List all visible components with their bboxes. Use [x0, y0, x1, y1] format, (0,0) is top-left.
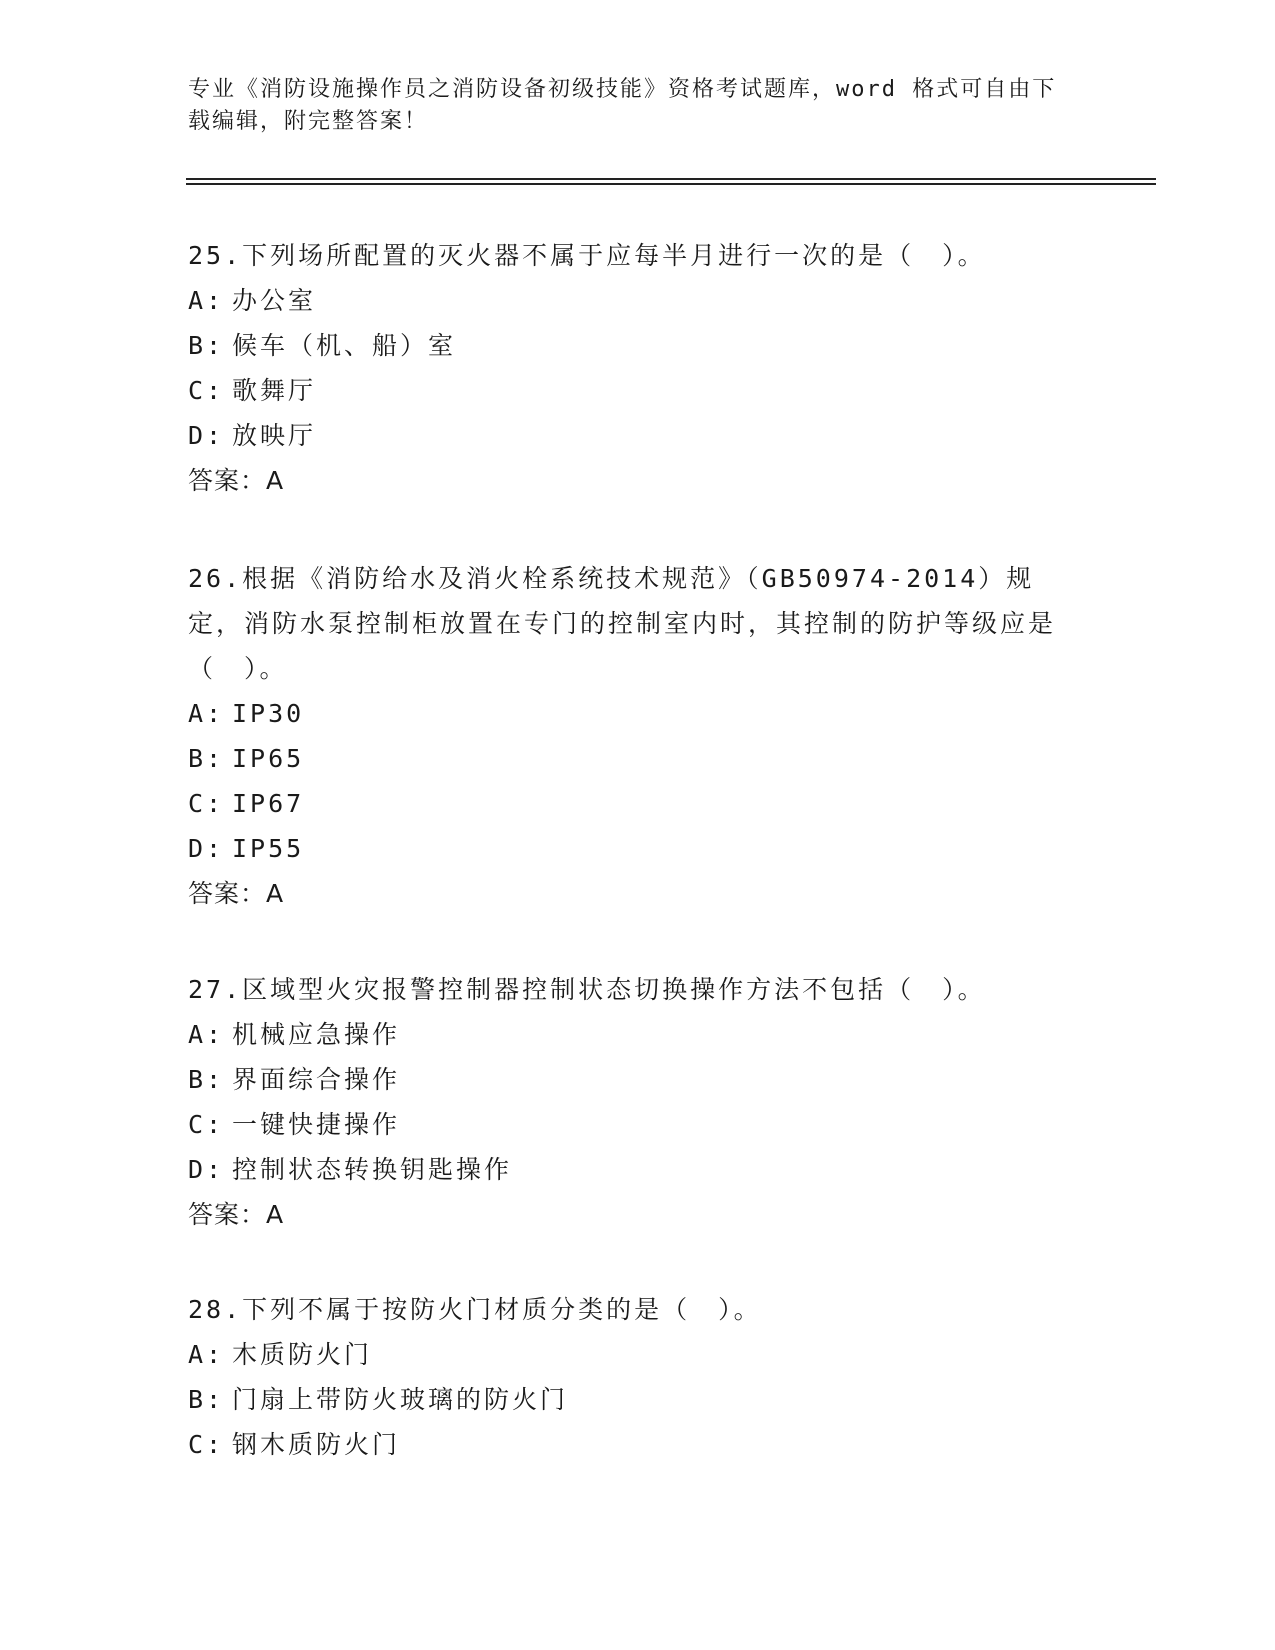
question-stem: 26.根据《消防给水及消火栓系统技术规范》（GB50974-2014）规定，消防水泵控制柜放置在专门的控制室内时，其控制的防护等级应是（ ）。 [188, 564, 1057, 683]
option-c [188, 781, 1088, 826]
option-text: IP65 [232, 744, 305, 773]
option-text: 歌舞厅 [232, 376, 317, 405]
option-letter: A: [188, 1020, 225, 1049]
option-letter: D: [188, 421, 225, 450]
option-b [188, 1057, 1088, 1102]
option-d [188, 1147, 1088, 1192]
option-a [188, 691, 1088, 736]
answer-line: 答案：A [188, 879, 285, 908]
question-28 [188, 1287, 1088, 1467]
question-stem: 25.下列场所配置的灭火器不属于应每半月进行一次的是（ ）。 [188, 241, 986, 270]
option-letter: A: [188, 286, 225, 315]
option-c [188, 1422, 1088, 1467]
option-b [188, 323, 1088, 368]
option-text: 放映厅 [232, 421, 317, 450]
option-letter: B: [188, 1385, 225, 1414]
option-d [188, 413, 1088, 458]
question-stem: 27.区域型火灾报警控制器控制状态切换操作方法不包括（ ）。 [188, 975, 986, 1004]
answer-line: 答案：A [188, 1200, 285, 1229]
option-letter: C: [188, 1430, 225, 1459]
question-stem: 28.下列不属于按防火门材质分类的是（ ）。 [188, 1295, 762, 1324]
option-text: IP30 [232, 699, 305, 728]
option-letter: A: [188, 699, 225, 728]
option-d [188, 826, 1088, 871]
option-a [188, 1012, 1088, 1057]
option-text: IP67 [232, 789, 305, 818]
answer-line: 答案：A [188, 466, 285, 495]
option-letter: C: [188, 1110, 225, 1139]
option-text: 一键快捷操作 [232, 1110, 401, 1139]
option-letter: B: [188, 331, 225, 360]
option-text: 机械应急操作 [232, 1020, 401, 1049]
option-letter: C: [188, 789, 225, 818]
option-b [188, 736, 1088, 781]
option-text: 门扇上带防火玻璃的防火门 [232, 1385, 569, 1414]
option-text: 钢木质防火门 [232, 1430, 401, 1459]
option-a [188, 278, 1088, 323]
option-text: IP55 [232, 834, 305, 863]
option-text: 控制状态转换钥匙操作 [232, 1155, 513, 1184]
option-letter: B: [188, 744, 225, 773]
question-26 [188, 556, 1088, 916]
document-header-intro: 专业《消防设施操作员之消防设备初级技能》资格考试题库，word 格式可自由下载编辑，附完整答案！ [188, 77, 1057, 134]
option-text: 界面综合操作 [232, 1065, 401, 1094]
question-25 [188, 233, 1088, 503]
option-a [188, 1332, 1088, 1377]
option-text: 木质防火门 [232, 1340, 373, 1369]
option-letter: D: [188, 834, 225, 863]
option-b [188, 1377, 1088, 1422]
option-text: 候车（机、船）室 [232, 331, 457, 360]
option-c [188, 1102, 1088, 1147]
question-27 [188, 967, 1088, 1237]
option-letter: C: [188, 376, 225, 405]
header-divider-bottom [186, 183, 1156, 185]
option-letter: B: [188, 1065, 225, 1094]
option-text: 办公室 [232, 286, 317, 315]
option-c [188, 368, 1088, 413]
option-letter: D: [188, 1155, 225, 1184]
option-letter: A: [188, 1340, 225, 1369]
header-divider-top [186, 178, 1156, 180]
